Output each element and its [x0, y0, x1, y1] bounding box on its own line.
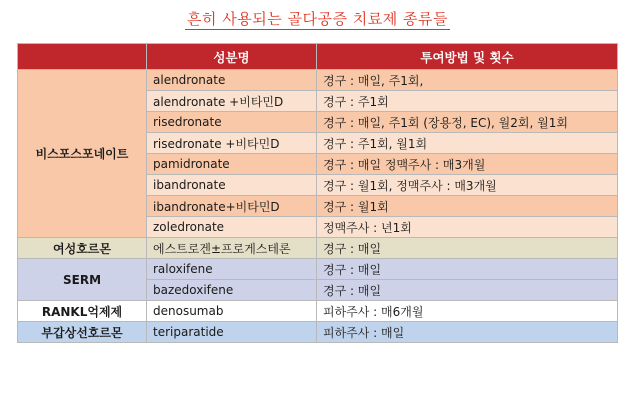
header-ingredient: 성분명	[147, 44, 317, 70]
category-cell: RANKL억제제	[18, 301, 147, 322]
ingredient-cell: denosumab	[147, 301, 317, 322]
dosage-cell: 경구 : 매일	[317, 280, 618, 301]
ingredient-cell: raloxifene	[147, 259, 317, 280]
table-header-row	[18, 44, 618, 70]
dosage-cell: 경구 : 매일 정맥주사 : 매3개월	[317, 154, 618, 175]
page-title	[0, 8, 635, 29]
dosage-cell: 경구 : 매일, 주1회 (장용정, EC), 월2회, 월1회	[317, 112, 618, 133]
ingredient-cell: ibandronate	[147, 175, 317, 196]
dosage-cell: 경구 : 매일, 주1회,	[317, 70, 618, 91]
dosage-cell: 정맥주사 : 년1회	[317, 217, 618, 238]
header-dosage: 투여방법 및 횟수	[317, 44, 618, 70]
ingredient-cell: risedronate +비타민D	[147, 133, 317, 154]
page-title-text: 흔히 사용되는 골다공증 치료제 종류들	[187, 10, 448, 28]
dosage-cell: 경구 : 매일	[317, 238, 618, 259]
dosage-cell: 경구 : 주1회, 월1회	[317, 133, 618, 154]
table-row	[18, 238, 618, 259]
dosage-cell: 피하주사 : 매6개월	[317, 301, 618, 322]
ingredient-cell: ibandronate+비타민D	[147, 196, 317, 217]
ingredient-cell: risedronate	[147, 112, 317, 133]
ingredient-cell: alendronate +비타민D	[147, 91, 317, 112]
category-cell: 여성호르몬	[18, 238, 147, 259]
category-cell: SERM	[18, 259, 147, 301]
table-row	[18, 70, 618, 91]
treatment-table	[17, 43, 618, 343]
header-blank	[18, 44, 147, 70]
table-row	[18, 259, 618, 280]
table-row	[18, 301, 618, 322]
dosage-cell: 경구 : 월1회	[317, 196, 618, 217]
category-cell: 비스포스포네이트	[18, 70, 147, 238]
ingredient-cell: 에스트로겐±프로게스테론	[147, 238, 317, 259]
ingredient-cell: bazedoxifene	[147, 280, 317, 301]
ingredient-cell: pamidronate	[147, 154, 317, 175]
dosage-cell: 경구 : 월1회, 정맥주사 : 매3개월	[317, 175, 618, 196]
ingredient-cell: zoledronate	[147, 217, 317, 238]
category-cell: 부갑상선호르몬	[18, 322, 147, 343]
dosage-cell: 피하주사 : 매일	[317, 322, 618, 343]
ingredient-cell: teriparatide	[147, 322, 317, 343]
dosage-cell: 경구 : 매일	[317, 259, 618, 280]
dosage-cell: 경구 : 주1회	[317, 91, 618, 112]
ingredient-cell: alendronate	[147, 70, 317, 91]
table-row	[18, 322, 618, 343]
